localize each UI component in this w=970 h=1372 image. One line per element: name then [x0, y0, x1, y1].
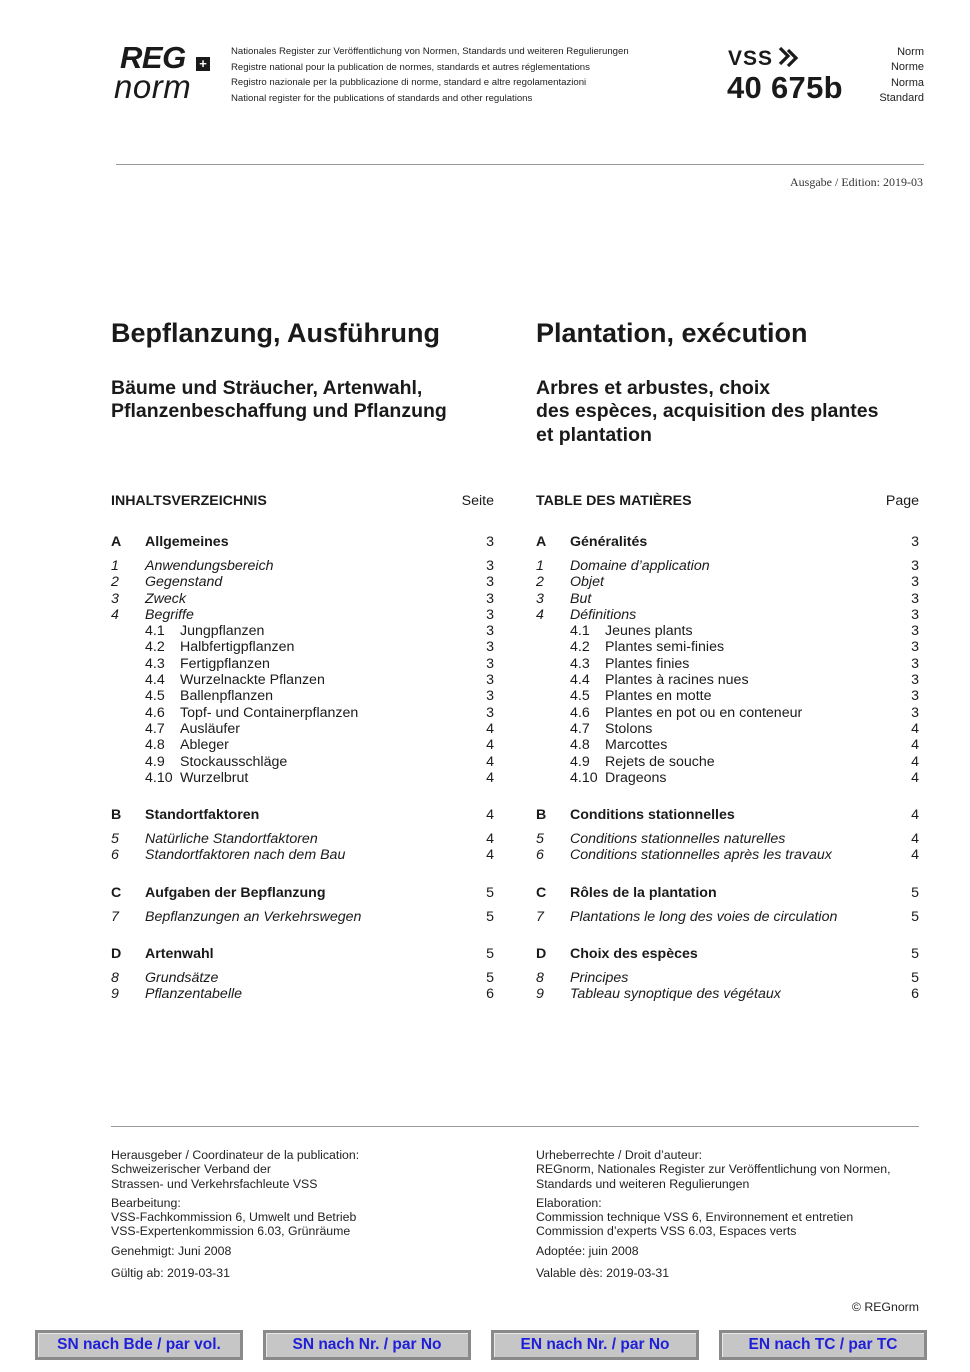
vss-logo-text: VSS — [728, 47, 774, 70]
subitem-page: 3 — [486, 688, 494, 705]
item-title: Standortfaktoren nach dem Bau — [145, 847, 346, 864]
toc-page-label: Seite — [461, 493, 494, 509]
title-de: Bepflanzung, Ausführung — [111, 318, 440, 348]
subitem-indent — [111, 639, 145, 655]
item-number: 3 — [536, 590, 544, 607]
toc-subitem[interactable] — [536, 656, 919, 672]
subitem-page: 3 — [911, 639, 919, 656]
footer-divider — [111, 1126, 919, 1127]
item-number: 1 — [536, 558, 544, 574]
item-number: 6 — [536, 847, 544, 864]
title-fr: Plantation, exécution — [536, 318, 808, 348]
subitem-page: 4 — [911, 753, 919, 770]
toc-item[interactable] — [536, 607, 919, 623]
item-title: Natürliche Standortfaktoren — [145, 831, 318, 848]
item-number: 8 — [111, 970, 119, 987]
footer-line: VSS-Fachkommission 6, Umwelt und Betrieb — [111, 1210, 357, 1225]
subitem-number: 4.6 — [570, 704, 590, 721]
footer-line: Adoptée: juin 2008 — [536, 1243, 639, 1258]
section-page: 5 — [486, 946, 494, 963]
subtitle-de-line: Pflanzenbeschaffung und Pflanzung — [111, 400, 447, 423]
toc-subitem[interactable] — [111, 721, 494, 737]
subitem-title: Rejets de souche — [605, 753, 715, 770]
subitem-title: Plantes à racines nues — [605, 672, 749, 689]
norm-label-fr: Norme — [890, 61, 924, 74]
subitem-number: 4.9 — [570, 753, 590, 770]
toc-section-d[interactable] — [536, 946, 919, 963]
toc-item[interactable] — [536, 909, 919, 925]
subitem-page: 3 — [911, 688, 919, 705]
item-page: 3 — [911, 606, 919, 623]
item-number: 4 — [536, 606, 544, 623]
section-title: Artenwahl — [145, 946, 214, 963]
section-page: 5 — [911, 946, 919, 963]
subitem-number: 4.4 — [145, 672, 165, 689]
toc-item[interactable] — [111, 970, 494, 986]
subtitle-fr-line: des espèces, acquisition des plantes — [536, 400, 879, 423]
footer-line: Genehmigt: Juni 2008 — [111, 1243, 232, 1258]
toc-item[interactable] — [536, 970, 919, 986]
section-letter: A — [111, 534, 122, 550]
item-page: 6 — [486, 986, 494, 1003]
section-title: Standortfaktoren — [145, 807, 260, 824]
register-line-fr: Registre national pour la publication de normes, standards et autres réglementations — [231, 61, 590, 73]
toc-item[interactable] — [536, 831, 919, 847]
footer-block — [111, 1148, 511, 1191]
footer-block — [536, 1196, 936, 1239]
sn-by-volume-button[interactable]: SN nach Bde / par vol. — [35, 1330, 243, 1360]
item-page: 3 — [486, 590, 494, 607]
toc-subitem[interactable] — [111, 639, 494, 655]
subitem-page: 4 — [486, 753, 494, 770]
item-page: 4 — [911, 847, 919, 864]
subitem-number: 4.5 — [570, 688, 590, 705]
section-title: Généralités — [570, 534, 648, 550]
edition-date: Ausgabe / Edition: 2019-03 — [790, 175, 923, 189]
item-number: 1 — [111, 558, 119, 574]
footer-right — [536, 1148, 936, 1285]
toc-section-b[interactable] — [111, 807, 494, 824]
section-letter: B — [536, 807, 547, 824]
toc-section-a[interactable] — [536, 534, 919, 551]
subitem-title: Stolons — [605, 720, 653, 737]
item-page: 5 — [486, 970, 494, 987]
item-title: Conditions stationnelles naturelles — [570, 831, 786, 848]
item-number: 9 — [536, 986, 544, 1003]
section-letter: A — [536, 534, 547, 550]
section-page: 5 — [911, 884, 919, 901]
register-line-it: Registro nazionale per la pubblicazione di norme, standard e altre regolamentazioni — [231, 77, 587, 89]
section-letter: D — [111, 946, 122, 963]
header-divider — [116, 164, 924, 165]
subitem-indent — [111, 656, 145, 672]
subitem-indent — [536, 737, 570, 753]
subitem-title: Plantes en motte — [605, 688, 712, 705]
toc-de — [111, 493, 494, 1003]
toc-items — [111, 558, 494, 786]
section-page: 4 — [486, 807, 494, 824]
item-title: Définitions — [570, 606, 637, 623]
toc-item[interactable] — [536, 847, 919, 863]
subitem-number: 4.10 — [570, 769, 598, 786]
toc-header — [111, 493, 494, 513]
item-number: 3 — [111, 590, 119, 607]
subitem-indent — [111, 721, 145, 737]
toc-item[interactable] — [536, 986, 919, 1002]
toc-subitem[interactable] — [536, 672, 919, 688]
subitem-number: 4.1 — [145, 623, 165, 640]
footer-block — [536, 1266, 936, 1280]
footer-line: Gültig ab: 2019-03-31 — [111, 1266, 230, 1281]
subitem-page: 4 — [911, 720, 919, 737]
item-number: 5 — [111, 831, 119, 848]
item-number: 2 — [111, 574, 119, 591]
subitem-indent — [536, 770, 570, 786]
regnorm-logo-reg: REG — [120, 40, 186, 75]
toc-items — [111, 909, 494, 925]
toc-item[interactable] — [111, 607, 494, 623]
item-number: 6 — [111, 847, 119, 864]
subitem-number: 4.1 — [570, 623, 590, 640]
footer-block — [536, 1244, 936, 1258]
subitem-title: Stockausschläge — [180, 753, 288, 770]
subitem-indent — [111, 737, 145, 753]
footer-line: Schweizerischer Verband der — [111, 1162, 271, 1177]
subitem-number: 4.3 — [570, 655, 590, 672]
norm-label-en: Standard — [879, 91, 924, 104]
section-page: 5 — [486, 884, 494, 901]
subtitle-fr — [536, 377, 936, 447]
toc-header — [536, 493, 919, 513]
subitem-number: 4.8 — [145, 737, 165, 754]
subitem-indent — [111, 688, 145, 704]
section-page: 3 — [911, 534, 919, 550]
item-page: 3 — [911, 558, 919, 574]
toc-subitem[interactable] — [111, 623, 494, 639]
toc-item[interactable] — [111, 558, 494, 574]
footer-line: Standards und weiteren Regulierungen — [536, 1176, 750, 1191]
toc-subitem[interactable] — [536, 770, 919, 786]
section-page: 3 — [486, 534, 494, 550]
subitem-title: Wurzelnackte Pflanzen — [180, 672, 325, 689]
toc-item[interactable] — [536, 574, 919, 590]
subtitle-de — [111, 377, 511, 424]
item-title: Pflanzentabelle — [145, 986, 243, 1003]
toc-section-c[interactable] — [536, 885, 919, 902]
section-title: Rôles de la plantation — [570, 884, 717, 901]
subitem-title: Plantes semi-finies — [605, 639, 725, 656]
footer-line: Strassen- und Verkehrsfachleute VSS — [111, 1176, 318, 1191]
en-by-number-button[interactable]: EN nach Nr. / par No — [491, 1330, 699, 1360]
footer-line: VSS-Expertenkommission 6.03, Grünräume — [111, 1224, 351, 1239]
toc-item[interactable] — [111, 847, 494, 863]
toc-subitem[interactable] — [536, 639, 919, 655]
subitem-title: Plantes finies — [605, 655, 690, 672]
subitem-page: 3 — [486, 704, 494, 721]
subitem-indent — [536, 705, 570, 721]
subitem-number: 4.5 — [145, 688, 165, 705]
subitem-title: Ableger — [180, 737, 229, 754]
item-number: 5 — [536, 831, 544, 848]
subitem-indent — [111, 770, 145, 786]
subitem-indent — [111, 754, 145, 770]
item-title: But — [570, 590, 592, 607]
subitem-page: 3 — [486, 623, 494, 640]
subitem-title: Halbfertigpflanzen — [180, 639, 295, 656]
subitem-page: 4 — [486, 737, 494, 754]
section-title: Choix des espèces — [570, 946, 698, 963]
subitem-title: Fertigpflanzen — [180, 655, 270, 672]
section-letter: B — [111, 807, 122, 824]
toc-heading: TABLE DES MATIÈRES — [536, 493, 692, 509]
subitem-title: Wurzelbrut — [180, 769, 249, 786]
toc-items — [111, 970, 494, 1003]
toc-subitem[interactable] — [111, 737, 494, 753]
toc-item[interactable] — [111, 831, 494, 847]
norm-label-it: Norma — [890, 76, 924, 89]
subitem-title: Topf- und Containerpflanzen — [180, 704, 359, 721]
toc-subitem[interactable] — [111, 705, 494, 721]
item-title: Anwendungsbereich — [145, 558, 274, 574]
toc-section-d[interactable] — [111, 946, 494, 963]
toc-section-a[interactable] — [111, 534, 494, 551]
regnorm-logo-norm: norm — [114, 68, 192, 105]
subitem-indent — [536, 639, 570, 655]
toc-items — [111, 831, 494, 864]
footer-block — [111, 1244, 511, 1258]
copyright: © REGnorm — [851, 1300, 919, 1314]
toc-item[interactable] — [536, 558, 919, 574]
footer-line: Bearbeitung: — [111, 1195, 181, 1210]
subitem-page: 4 — [486, 769, 494, 786]
footer-block — [111, 1196, 511, 1239]
section-letter: C — [111, 884, 122, 901]
subitem-indent — [536, 623, 570, 639]
item-title: Grundsätze — [145, 970, 219, 987]
norm-language-labels — [879, 45, 924, 106]
subitem-indent — [111, 705, 145, 721]
item-number: 7 — [536, 908, 544, 925]
item-page: 3 — [486, 606, 494, 623]
section-letter: D — [536, 946, 547, 963]
section-title: Conditions stationnelles — [570, 807, 735, 824]
toc-heading: INHALTSVERZEICHNIS — [111, 493, 267, 509]
register-line-de: Nationales Register zur Veröffentlichung von Normen, Standards und weiteren Regulierungen — [231, 46, 629, 57]
item-page: 6 — [911, 986, 919, 1003]
item-number: 9 — [111, 986, 119, 1003]
subitem-page: 3 — [911, 655, 919, 672]
footer-line: Commission d’experts VSS 6.03, Espaces verts — [536, 1224, 797, 1239]
subitem-page: 3 — [911, 672, 919, 689]
toc-subitem[interactable] — [111, 688, 494, 704]
item-title: Objet — [570, 574, 604, 591]
item-number: 7 — [111, 908, 119, 925]
item-title: Tableau synoptique des végétaux — [570, 986, 781, 1003]
subtitle-de-line: Bäume und Sträucher, Artenwahl, — [111, 377, 423, 399]
subitem-page: 4 — [911, 737, 919, 754]
toc-subitem[interactable] — [536, 737, 919, 753]
subitem-number: 4.7 — [570, 720, 590, 737]
footer-line: Commission technique VSS 6, Environnement et entretien — [536, 1210, 854, 1225]
toc-fr — [536, 493, 919, 1003]
item-title: Plantations le long des voies de circulation — [570, 908, 838, 925]
item-page: 4 — [911, 831, 919, 848]
toc-page-label: Page — [885, 493, 919, 509]
subitem-number: 4.2 — [145, 639, 165, 656]
footer-line: Valable dès: 2019-03-31 — [536, 1266, 670, 1281]
item-number: 4 — [111, 606, 119, 623]
toc-items — [536, 909, 919, 925]
item-page: 3 — [911, 574, 919, 591]
footer-line: Urheberrechte / Droit d’auteur: — [536, 1148, 703, 1162]
item-page: 4 — [486, 831, 494, 848]
section-title: Allgemeines — [145, 534, 229, 550]
subitem-number: 4.7 — [145, 720, 165, 737]
subitem-indent — [536, 688, 570, 704]
subitem-title: Ballenpflanzen — [180, 688, 274, 705]
subitem-indent — [536, 656, 570, 672]
subitem-number: 4.9 — [145, 753, 165, 770]
subitem-number: 4.2 — [570, 639, 590, 656]
toc-section-c[interactable] — [111, 885, 494, 902]
item-page: 5 — [486, 908, 494, 925]
toc-subitem[interactable] — [536, 754, 919, 770]
item-title: Zweck — [145, 590, 186, 607]
toc-item[interactable] — [536, 591, 919, 607]
subtitle-fr-line: Arbres et arbustes, choix — [536, 377, 771, 399]
subitem-indent — [536, 721, 570, 737]
subitem-indent — [111, 623, 145, 639]
toc-subitem[interactable] — [111, 754, 494, 770]
item-page: 4 — [486, 847, 494, 864]
norm-number: 40 675b — [727, 70, 843, 105]
item-page: 3 — [486, 558, 494, 574]
toc-subitem[interactable] — [536, 721, 919, 737]
subitem-number: 4.8 — [570, 737, 590, 754]
footer-line: Herausgeber / Coordinateur de la publication: — [111, 1148, 360, 1162]
item-page: 3 — [486, 574, 494, 591]
section-page: 4 — [911, 807, 919, 824]
subitem-indent — [536, 754, 570, 770]
toc-subitem[interactable] — [536, 623, 919, 639]
toc-item[interactable] — [111, 591, 494, 607]
sn-by-number-button[interactable]: SN nach Nr. / par No — [263, 1330, 471, 1360]
toc-subitem[interactable] — [111, 770, 494, 786]
subitem-page: 3 — [486, 655, 494, 672]
item-page: 5 — [911, 970, 919, 987]
item-title: Domaine d’application — [570, 558, 710, 574]
subitem-number: 4.10 — [145, 769, 173, 786]
subitem-page: 3 — [911, 704, 919, 721]
item-title: Conditions stationnelles après les travaux — [570, 847, 832, 864]
toc-subitem[interactable] — [536, 688, 919, 704]
item-title: Gegenstand — [145, 574, 223, 591]
subitem-title: Marcottes — [605, 737, 668, 754]
register-description — [231, 44, 629, 106]
subitem-title: Drageons — [605, 769, 667, 786]
item-title: Bepflanzungen an Verkehrswegen — [145, 908, 362, 925]
item-title: Principes — [570, 970, 629, 987]
subitem-page: 3 — [486, 639, 494, 656]
footer-block — [536, 1148, 936, 1191]
item-number: 8 — [536, 970, 544, 987]
toc-items — [536, 831, 919, 864]
item-title: Begriffe — [145, 606, 194, 623]
item-page: 5 — [911, 908, 919, 925]
subitem-number: 4.3 — [145, 655, 165, 672]
subitem-page: 3 — [911, 623, 919, 640]
toc-subitem[interactable] — [536, 705, 919, 721]
toc-item[interactable] — [111, 574, 494, 590]
norm-label-de: Norm — [897, 46, 924, 58]
swiss-cross-icon: + — [196, 57, 210, 71]
subitem-page: 4 — [911, 769, 919, 786]
toc-items — [536, 970, 919, 1003]
subitem-title: Ausläufer — [180, 720, 240, 737]
subitem-page: 4 — [486, 720, 494, 737]
subitem-indent — [111, 672, 145, 688]
subitem-number: 4.6 — [145, 704, 165, 721]
toc-subitem[interactable] — [111, 672, 494, 688]
item-number: 2 — [536, 574, 544, 591]
item-page: 3 — [911, 590, 919, 607]
register-line-en: National register for the publications of standards and other regulations — [231, 92, 533, 104]
section-letter: C — [536, 884, 547, 901]
toc-subitem[interactable] — [111, 656, 494, 672]
footer-line: REGnorm, Nationales Register zur Veröffentlichung von Normen, — [536, 1162, 891, 1177]
subitem-page: 3 — [486, 672, 494, 689]
toc-item[interactable] — [111, 986, 494, 1002]
subitem-indent — [536, 672, 570, 688]
en-by-tc-button[interactable]: EN nach TC / par TC — [719, 1330, 927, 1360]
subitem-title: Jeunes plants — [605, 623, 693, 640]
toc-items — [536, 558, 919, 786]
subtitle-fr-line: et plantation — [536, 423, 652, 446]
toc-item[interactable] — [111, 909, 494, 925]
footer-line: Elaboration: — [536, 1195, 602, 1210]
footer-block — [111, 1266, 511, 1280]
footer-left — [111, 1148, 511, 1285]
section-title: Aufgaben der Bepflanzung — [145, 884, 326, 901]
toc-section-b[interactable] — [536, 807, 919, 824]
subitem-number: 4.4 — [570, 672, 590, 689]
subitem-title: Jungpflanzen — [180, 623, 265, 640]
subitem-title: Plantes en pot ou en conteneur — [605, 704, 803, 721]
